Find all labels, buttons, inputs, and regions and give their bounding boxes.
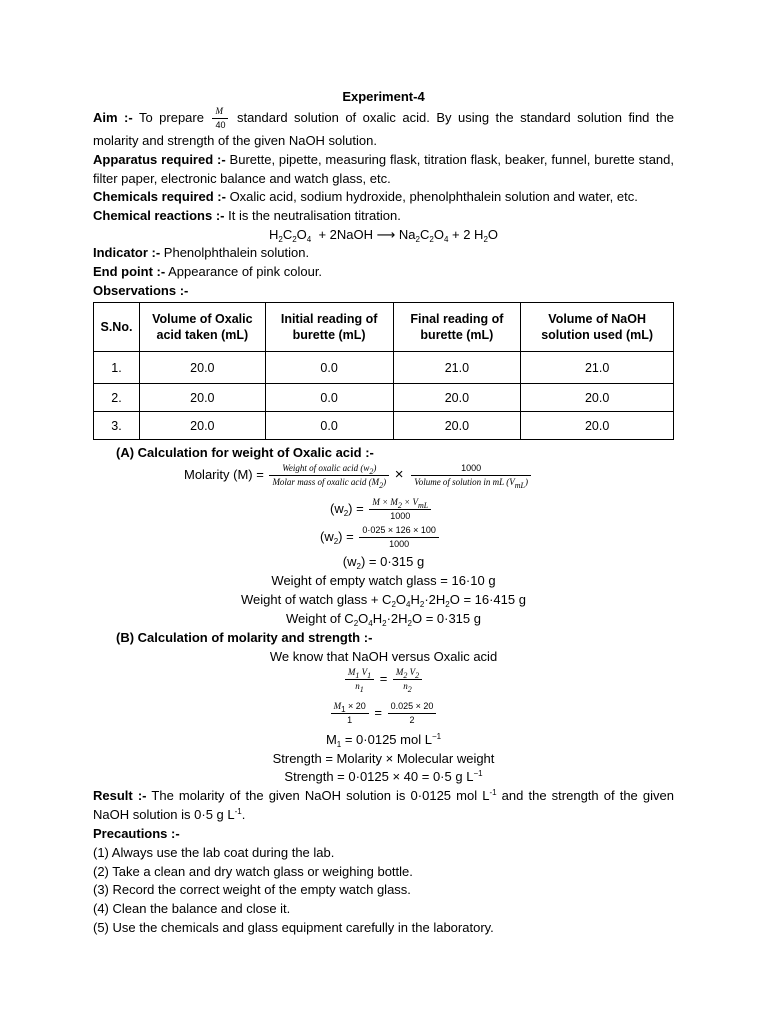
table-cell: 20.0	[139, 384, 265, 412]
table-cell: 0.0	[265, 384, 393, 412]
reaction-equation: $H_2C_2O_4$ + 2NaOH ⟶ $Na_2C_2O_4 + 2$ $H_2O$	[268, 227, 499, 244]
w2-result: $(w_2) = 0\cdot 315$ g	[342, 554, 425, 571]
apparatus-line-2: filter paper, electronic balance and watch glass, etc.	[93, 171, 391, 186]
table-header: Final reading of burette (mL)	[393, 303, 521, 352]
aim-line-1: Aim :- To prepare $\frac{M}{40}$ standard solution of oxalic acid. By using the standard solution find the	[93, 106, 674, 130]
table-cell: 20.0	[139, 352, 265, 384]
table-cell: 20.0	[521, 412, 674, 440]
m1v1-equation: $\frac{M_1 V_1}{n_1}$ = $\frac{M_2 V_2}{n_2}$	[93, 665, 674, 693]
apparatus-line-1: Apparatus required :- Burette, pipette, measuring flask, titration flask, beaker, funnel, burette stand,	[93, 152, 674, 167]
precaution-item: (3) Record the correct weight of the empty watch glass.	[93, 882, 411, 897]
page-title: Experiment-4	[342, 89, 425, 104]
precaution-item: (1) Always use the lab coat during the lab.	[93, 845, 335, 860]
observations-label: Observations :-	[93, 283, 189, 298]
table-header: S.No.	[94, 303, 140, 352]
weight-of-oxalic: Weight of $C_2O_4H_2\cdot 2H_2O = 0\cdot 315$ g	[286, 611, 481, 628]
table-cell: 2.	[94, 384, 140, 412]
aim-line-2: molarity and strength of the given NaOH solution.	[93, 133, 377, 148]
table-cell: 20.0	[139, 412, 265, 440]
reactions-line: Chemical reactions :- It is the neutralisation titration.	[93, 208, 401, 223]
calc-a-heading: (A) Calculation for weight of Oxalic acid :-	[116, 445, 374, 460]
observations-table	[93, 302, 674, 440]
table-cell: 20.0	[521, 384, 674, 412]
precautions-label: Precautions :-	[93, 826, 180, 841]
chemicals-line: Chemicals required :- Oxalic acid, sodium hydroxide, phenolphthalein solution and water, etc.	[93, 189, 638, 204]
we-know-line: We know that NaOH versus Oxalic acid	[269, 649, 498, 664]
result-line-1: Result :- The molarity of the given NaOH solution is 0·0125 mol $L^{-1}$ and the strength of the given	[93, 788, 674, 803]
table-header-row	[94, 303, 674, 352]
w2-formula-a: $(w_2)$ = $\frac{M \times M_2 \times V_{mL}}{1000}$	[330, 496, 768, 522]
table-cell: 0.0	[265, 412, 393, 440]
m1-substitution: $\frac{M_1 \times 20}{1}$ = $\frac{0.025 \times 20}{2}$	[93, 699, 674, 727]
w2-formula-b: $(w_2)$ = $\frac{0\cdot 025 \times 126 \times 100}{1000}$	[320, 524, 768, 550]
table-header: Volume of NaOH solution used (mL)	[521, 303, 674, 352]
table-cell: 3.	[94, 412, 140, 440]
precaution-item: (4) Clean the balance and close it.	[93, 901, 291, 916]
table-row	[94, 384, 674, 412]
watch-glass-plus: Weight of watch glass + $C_2O_4H_2\cdot 2H_2O = 16\cdot 415$ g	[241, 592, 526, 609]
strength-value: Strength = 0·0125 × 40 = 0·5 g $L^{-1}$	[284, 769, 483, 784]
table-header: Initial reading of burette (mL)	[265, 303, 393, 352]
table-cell: 20.0	[393, 384, 521, 412]
calc-b-heading: (B) Calculation of molarity and strength :-	[116, 630, 373, 645]
table-cell: 1.	[94, 352, 140, 384]
indicator-line: Indicator :- Phenolphthalein solution.	[93, 245, 310, 260]
strength-formula: Strength = Molarity × Molecular weight	[272, 751, 495, 766]
precaution-item: (5) Use the chemicals and glass equipment carefully in the laboratory.	[93, 920, 494, 935]
molarity-formula: Molarity (M) = $\frac{Weight of oxalic acid (w_2)}{Molar mass of oxalic acid (M_2)}$ × $\frac{1000}{Volume of solution in mL (V_{mL})}$	[184, 460, 765, 490]
aim-fraction: $\frac{M}{40}$	[212, 106, 228, 131]
table-cell: 21.0	[521, 352, 674, 384]
table-cell: 0.0	[265, 352, 393, 384]
m1-result: $M_1 = 0\cdot 0125$ mol $L^{-1}$	[325, 732, 442, 749]
empty-watch-glass: Weight of empty watch glass = 16·10 g	[271, 573, 496, 588]
result-line-2: NaOH solution is 0·5 g $L^{-1}$.	[93, 807, 246, 822]
table-cell: 20.0	[393, 412, 521, 440]
table-row	[94, 412, 674, 440]
table-header: Volume of Oxalic acid taken (mL)	[139, 303, 265, 352]
table-cell: 21.0	[393, 352, 521, 384]
endpoint-line: End point :- Appearance of pink colour.	[93, 264, 323, 279]
precaution-item: (2) Take a clean and dry watch glass or weighing bottle.	[93, 864, 413, 879]
table-row	[94, 352, 674, 384]
